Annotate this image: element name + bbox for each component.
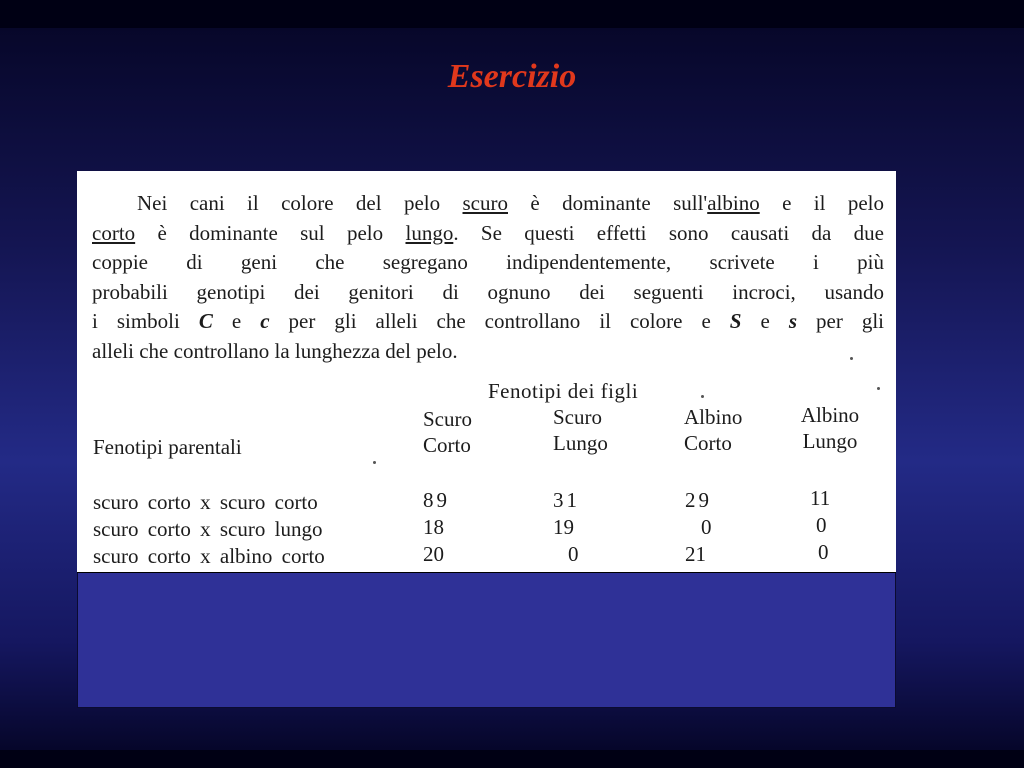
table-cell: 0 (818, 540, 829, 564)
table-cell: 18 (423, 515, 444, 539)
table-group-header: Fenotipi dei figli (488, 379, 639, 403)
row-header-label: Fenotipi parentali (93, 435, 242, 459)
table-cell: 19 (553, 515, 574, 539)
text-line-5: i simboli C e c per gli alleli che controllano il colore e S e s per gli (92, 309, 885, 333)
table-cell: 11 (810, 486, 831, 510)
text-line-3: coppie di geni che segregano indipendentemente, scrivete i più (92, 250, 884, 274)
table-cell: 21 (685, 542, 706, 566)
column-header-albino-corto: Albino Corto (684, 405, 743, 455)
text-line-4: probabili genotipi dei genitori di ognuno dei seguenti incroci, usando (92, 279, 884, 304)
table-cell: 0 (568, 542, 579, 566)
table-cell: 29 (685, 488, 712, 512)
table-cell: 0 (701, 515, 712, 539)
text-line-6: alleli che controllano la lunghezza del pelo. (92, 338, 458, 363)
table-cell: 89 (423, 488, 450, 512)
exercise-text (92, 189, 884, 366)
table-row-cross: scuro corto x scuro corto (93, 490, 318, 514)
table-cell: 0 (816, 513, 827, 537)
table-cell: 20 (423, 542, 444, 566)
table-cell: 31 (553, 488, 580, 512)
scan-speck (701, 395, 704, 398)
text-line-1: Nei cani il colore del pelo scuro è dominante sull'albino e il pelo (137, 191, 884, 215)
scan-speck (373, 461, 376, 464)
column-header-scuro-corto: Scuro Corto (423, 407, 472, 457)
column-header-scuro-lungo: Scuro Lungo (553, 405, 608, 455)
table-row-cross: scuro corto x scuro lungo (93, 517, 323, 541)
scan-speck (850, 357, 853, 360)
text-line-2: corto è dominante sul pelo lungo. Se questi effetti sono causati da due (92, 220, 884, 245)
scan-speck (877, 387, 880, 390)
column-header-albino-lungo: Albino Lungo (800, 403, 860, 453)
table-row-cross: scuro corto x albino corto (93, 544, 325, 568)
slide-title: Esercizio (447, 58, 577, 95)
scanned-exercise-image (77, 171, 896, 573)
